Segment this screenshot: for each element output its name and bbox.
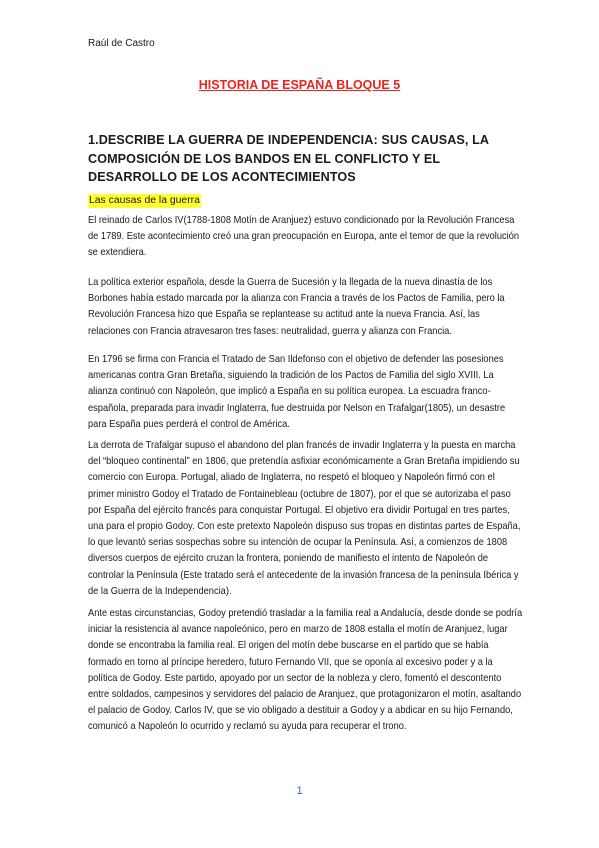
paragraph: La derrota de Trafalgar supuso el abandono del plan francés de invadir Inglaterra y la puesta en marcha del “bloqueo continental” en 1806, que pretendía asfixiar económicamente a Gran Bretaña impidiendo su comercio con Europa. Portugal, aliado de Inglaterra, no respetó el bloqueo y Napoleón firmó con el primer ministro Godoy el Tratado de Fontainebleau (octubre de 1807), por el que se autorizaba el paso por España del ejército francés para conquistar Portugal. El objetivo era dividir Portugal en tres partes, una para el propio Godoy. Con este pretexto Napoleón dispuso sus tropas en distintas partes de España, lo que levantó serias sospechas sobre su intención de ocupar la Península. Así, a comienzos de 1808 diversos cuerpos de ejército cruzan la frontera, poniendo de manifiesto el intento de Napoleón de controlar la Península (Este tratado será el antecedente de la invasión francesa de la península Ibérica y de la Guerra de la Independencia).	[88, 440, 521, 597]
highlighted-subheading: Las causas de la guerra	[89, 195, 200, 206]
author-name: Raúl de Castro	[88, 38, 155, 49]
paragraph: El reinado de Carlos IV(1788-1808 Motín de Aranjuez) estuvo condicionado por la Revolución Francesa de 1789. Este acontecimiento creó una gran preocupación en Europa, ante el temor de que la revolución se extendiera.	[88, 215, 520, 259]
paragraph: La política exterior española, desde la Guerra de Sucesión y la llegada de la nueva dinastía de los Borbones había estado marcada por la alianza con Francia a través de los Pactos de Familia, pero la Revolución Francesa hizo que España se replantease su actitud ante la nueva Francia. Así, las relaciones con Francia atravesaron tres fases: neutralidad, guerra y alianza con Francia.	[88, 277, 505, 337]
paragraph: Ante estas circunstancias, Godoy pretendió trasladar a la familia real a Andalucía, desde donde se podría iniciar la resistencia al avance napoleónico, pero en marzo de 1808 estalla el motín de Aranjuez, lugar donde se encontraba la familia real. El origen del motín debe buscarse en el partido que se había formado en torno al príncipe heredero, futuro Fernando VII, que se oponía al excesivo poder y a la política de Godoy. Este partido, apoyado por un sector de la nobleza y clero, fomentó el descontento entre soldados, campesinos y servidores del palacio de Aranjuez, que protagonizaron el motín, asaltando el palacio de Godoy. Carlos IV, que se vio obligado a destituir a Godoy y a abdicar en su hijo Fernando, comunicó a Napoleón lo ocurrido y reclamó su ayuda para recuperar el trono.	[88, 608, 523, 733]
paragraph: En 1796 se firma con Francia el Tratado de San Ildefonso con el objetivo de defender las posesiones americanas contra Gran Bretaña, siguiendo la tradición de los Pactos de Familia del siglo XVIII. La alianza continuó con Napoleón, que implicó a España en su política europea. La escuadra franco-española, preparada para invadir Inglaterra, fue destruida por Nelson en Trafalgar(1805), un desastre para España pues perderá el control de América.	[88, 354, 506, 430]
document-title: HISTORIA DE ESPAÑA BLOQUE 5	[198, 78, 401, 92]
page-number: 1	[296, 785, 303, 797]
section-heading: 1.DESCRIBE LA GUERRA DE INDEPENDENCIA: SUS CAUSAS, LA COMPOSICIÓN DE LOS BANDOS EN EL CONFLICTO Y EL DESARROLLO DE LOS ACONTECIMIENTOS	[88, 133, 489, 184]
